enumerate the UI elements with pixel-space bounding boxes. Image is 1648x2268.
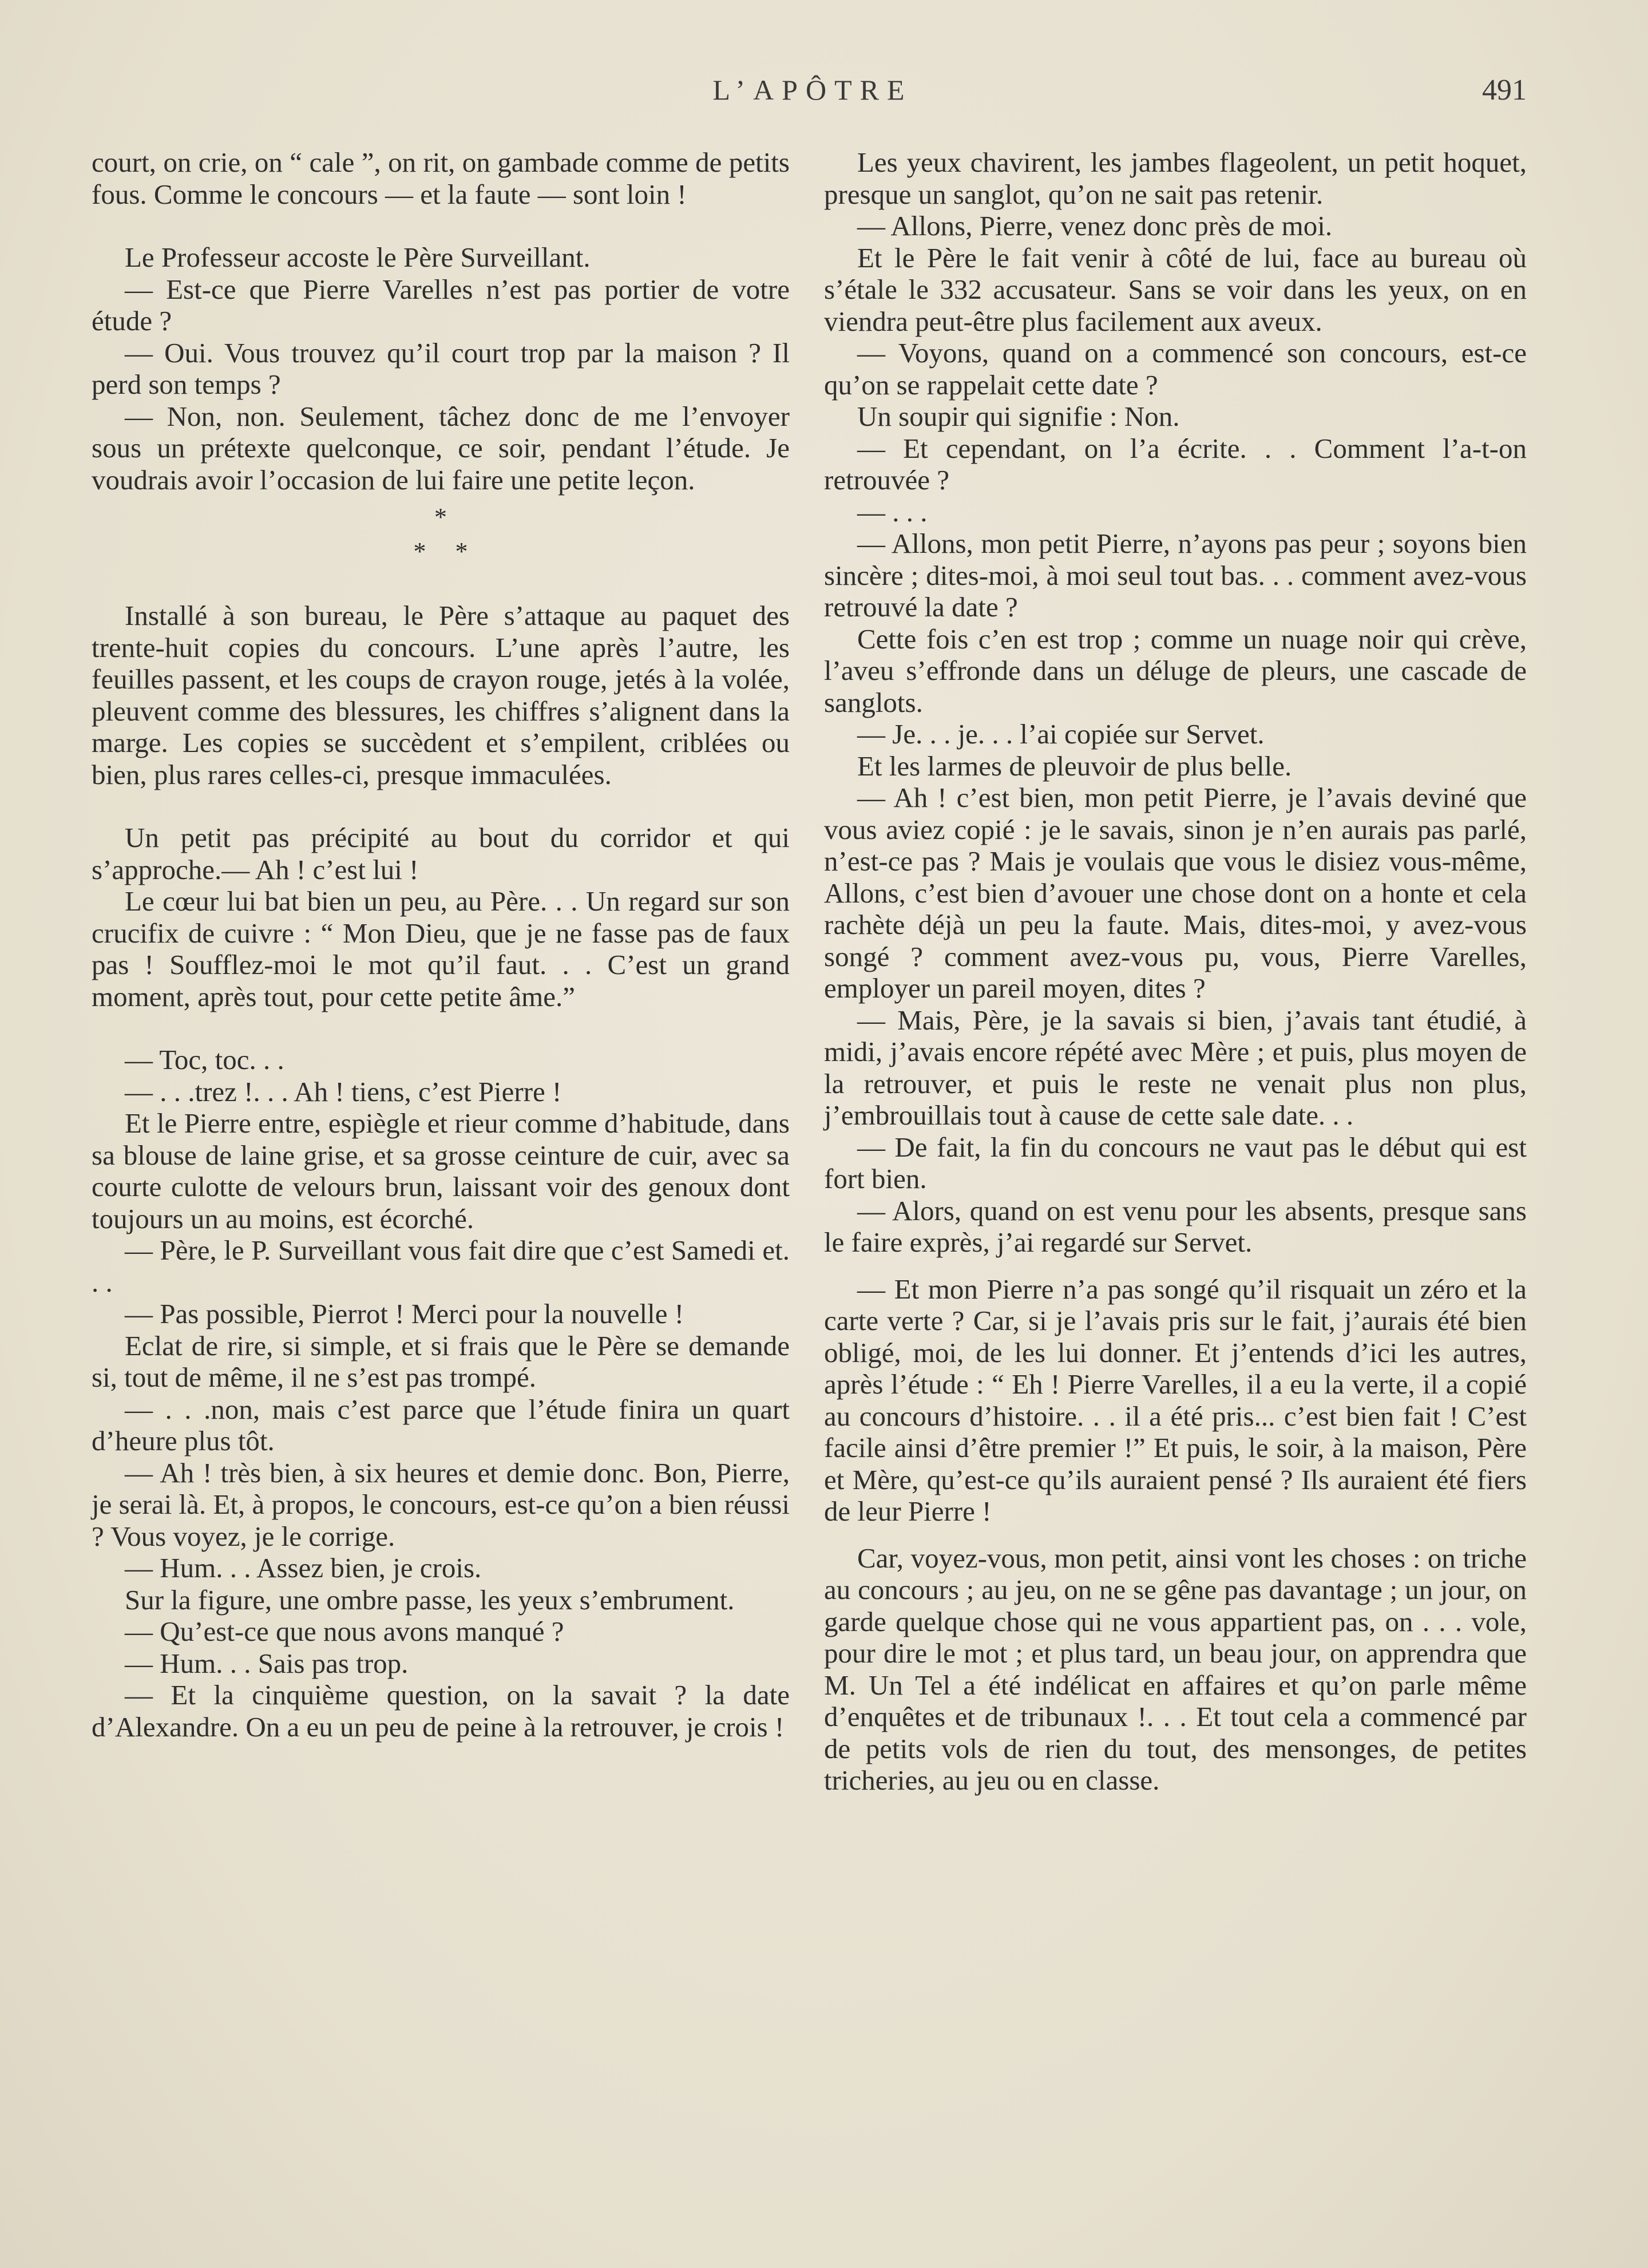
separator-stars: * * [413,537,468,565]
paragraph: — Hum. . . Assez bien, je crois. [125,1552,482,1584]
paragraph: Sur la figure, une ombre passe, les yeux s’embrument. [125,1584,735,1616]
paragraph: Les yeux chavirent, les jambes flageolent, un petit hoquet, presque un sanglot, qu’on ne sait pas retenir. [824,147,1527,210]
paragraph: — Père, le P. Surveillant vous fait dire que c’est Samedi et. . . [92,1234,790,1298]
paragraph: Et le Pierre entre, espiègle et rieur comme d’habitude, dans sa blouse de laine grise, et sa grosse ceinture de cuir, avec sa courte culotte de velours brun, laissant voir des genoux dont toujours un au moins, est écorché. [92,1107,790,1234]
paragraph: Et le Père le fait venir à côté de lui, face au bureau où s’étale le 332 accusateur. Sans se voir dans les yeux, on en viendra peut-être plus facilement aux aveux. [824,242,1527,337]
page-number: 491 [1482,74,1527,106]
paragraph: Un petit pas précipité au bout du corridor et qui s’approche.— Ah ! c’est lui ! [92,822,790,885]
paragraph: — De fait, la fin du concours ne vaut pas le début qui est fort bien. [824,1131,1527,1194]
section-separator [92,500,790,569]
left-column [92,147,790,1743]
paragraph: — Et cependant, on l’a écrite. . . Comment l’a-t-on retrouvée ? [824,432,1527,496]
right-column [824,147,1527,1796]
paragraph: Cette fois c’en est trop ; comme un nuage noir qui crève, l’aveu s’effronde dans un déluge de pleurs, une cascade de sanglots. [824,623,1527,718]
paragraph: Le cœur lui bat bien un peu, au Père. . . Un regard sur son crucifix de cuivre : “ Mon Dieu, que je ne fasse pas de faux pas ! Soufflez-moi le mot qu’il faut. . . C’est un grand moment, après tout, pour cette petite âme.” [92,885,790,1012]
paragraph: — Mais, Père, je la savais si bien, j’avais tant étudié, à midi, j’avais encore répété avec Mère ; et puis, plus moyen de la retrouver, et puis le reste ne venait plus non plus, j’embrouillais tout à cause de cette sale date. . . [824,1004,1527,1131]
paragraph: — Est-ce que Pierre Varelles n’est pas portier de votre étude ? [92,273,790,337]
paragraph: — Je. . . je. . . l’ai copiée sur Servet. [857,718,1265,750]
paragraph: — Ah ! c’est bien, mon petit Pierre, je l’avais deviné que vous aviez copié : je le savais, sinon je n’en aurais pas parlé, n’est-ce pas ? Mais je voulais que vous le disiez vous-même, Allons, c’est bien d’avouer une chose dont on a honte et cela rachète déjà un peu la faute. Mais, dites-moi, y avez-vous songé ? comment avez-vous pu, vous, Pierre Varelles, employer un pareil moyen, dites ? [824,782,1527,1004]
paragraph: — Alors, quand on est venu pour les absents, presque sans le faire exprès, j’ai regardé sur Servet. [824,1194,1527,1258]
paragraph: Un soupir qui signifie : Non. [857,401,1180,432]
separator-star: * [434,503,447,531]
paragraph: — Qu’est-ce que nous avons manqué ? [125,1616,564,1647]
running-title: L’APÔTRE [712,74,913,106]
paragraph: court, on crie, on “ cale ”, on rit, on gambade comme de petits fous. Comme le concours — et la faute — sont loin ! [92,147,790,210]
paragraph: — Ah ! très bien, à six heures et demie donc. Bon, Pierre, je serai là. Et, à propos, le concours, est-ce qu’on a bien réussi ? Vous voyez, je le corrige. [92,1456,790,1552]
paragraph: — Oui. Vous trouvez qu’il court trop par la maison ? Il perd son temps ? [92,337,790,400]
paragraph: — Allons, mon petit Pierre, n’ayons pas peur ; soyons bien sincère ; dites-moi, à moi seul tout bas. . . comment avez-vous retrouvé la date ? [824,528,1527,623]
paragraph: — . . .non, mais c’est parce que l’étude finira un quart d’heure plus tôt. [92,1393,790,1456]
paragraph: — Pas possible, Pierrot ! Merci pour la nouvelle ! [125,1298,684,1329]
paragraph: — . . . [857,496,928,528]
paragraph: — Et mon Pierre n’a pas songé qu’il risquait un zéro et la carte verte ? Car, si je l’avais pris sur le fait, j’aurais été bien obligé, moi, de les lui donner. Et j’entends d’ici les autres, après l’étude : “ Eh ! Pierre Varelles, il a eu la verte, il a copié au concours d’histoire. . . il a été pris... c’est bien fait ! C’est facile ainsi d’être premier !” Et puis, le soir, à la maison, Père et Mère, qu’est-ce qu’ils auraient pensé ? Ils auraient été fiers de leur Pierre ! [824,1273,1527,1527]
paragraph: — Hum. . . Sais pas trop. [125,1647,409,1679]
paragraph: Eclat de rire, si simple, et si frais que le Père se demande si, tout de même, il ne s’est pas trompé. [92,1329,790,1393]
paragraph: Car, voyez-vous, mon petit, ainsi vont les choses : on triche au concours ; au jeu, on ne se gêne pas davantage ; un jour, on garde quelque chose qui ne vous appartient pas, on . . . vole, pour dire le mot ; et plus tard, un beau jour, on apprendra que M. Un Tel a été indélicat en affaires et qu’on parle même d’enquêtes et de tribunaux !. . . Et tout cela a commencé par de petits vols de rien du tout, des mensonges, de petites tricheries, au jeu ou en classe. [824,1542,1527,1796]
paragraph: — Voyons, quand on a commencé son concours, est-ce qu’on se rappelait cette date ? [824,337,1527,401]
paragraph: — Et la cinquième question, on la savait ? la date d’Alexandre. On a eu un peu de peine à la retrouver, je crois ! [92,1679,790,1743]
paragraph: Et les larmes de pleuvoir de plus belle. [857,750,1292,782]
paragraph: Le Professeur accoste le Père Surveillant. [125,242,591,273]
paragraph: Installé à son bureau, le Père s’attaque au paquet des trente-huit copies du concours. L’une après l’autre, les feuilles passent, et les coups de crayon rouge, jetés à la volée, pleuvent comme des blessures, les chiffres s’alignent dans la marge. Les copies se succèdent et s’empilent, criblées ou bien, plus rares celles-ci, presque immaculées. [92,600,790,790]
paragraph: — Non, non. Seulement, tâchez donc de me l’envoyer sous un prétexte quelconque, ce soir, pendant l’étude. Je voudrais avoir l’occasion de lui faire une petite leçon. [92,400,790,496]
paragraph: — . . .trez !. . . Ah ! tiens, c’est Pierre ! [125,1075,562,1107]
paragraph: — Toc, toc. . . [125,1044,284,1075]
paragraph: — Allons, Pierre, venez donc près de moi. [857,210,1333,242]
